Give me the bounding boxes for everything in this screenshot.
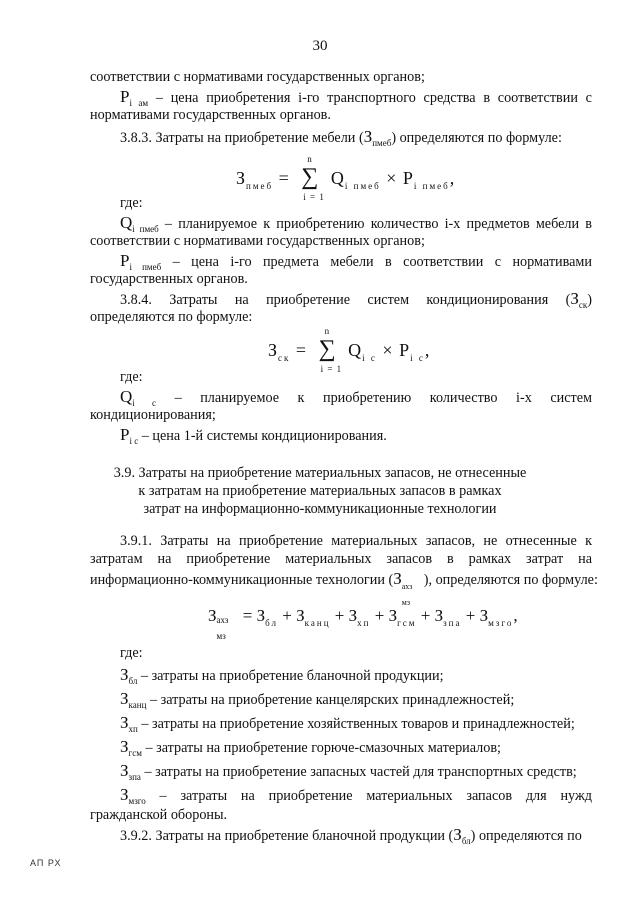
definition-p-ipmeb xyxy=(120,252,592,272)
sum-upper: n xyxy=(307,154,313,164)
text-fragment: ) определяются по xyxy=(470,828,582,844)
subscript: гсм xyxy=(128,748,142,758)
text-line: соответствии с нормативами государственных органов; xyxy=(90,69,425,85)
symbol-p: P xyxy=(120,87,130,106)
text-line: определяются по формуле: xyxy=(90,309,253,325)
symbol-z: З xyxy=(120,689,129,708)
text-line: соответствии с нормативами государственных органов; xyxy=(90,233,425,249)
sum-upper: n xyxy=(324,326,331,336)
text-fragment: 3.9.2. Затраты на приобретение бланочной продукции ( xyxy=(120,828,454,844)
formula-lhs-sub: пмеб xyxy=(246,181,274,191)
formula-plus: + xyxy=(282,606,292,625)
definition-text: – затраты на приобретение хозяйственных товаров и принадлежностей; xyxy=(137,716,575,732)
subscript: хп xyxy=(128,724,138,734)
formula-term-sub: мзго xyxy=(488,618,514,628)
superscript: ахз xyxy=(401,582,413,591)
formula-end: , xyxy=(513,606,518,625)
formula-lhs: З xyxy=(208,606,217,625)
subscript: i пмеб xyxy=(132,224,159,234)
symbol-z: З xyxy=(363,127,373,146)
definition-z-gsm xyxy=(120,738,501,758)
symbol-z: З xyxy=(453,825,462,844)
formula-furniture xyxy=(236,154,456,202)
formula-eq: = xyxy=(278,168,290,188)
sum-symbol: ∑ n i = 1 xyxy=(301,154,325,202)
text-fragment: информационно-коммуникационные технологии ( xyxy=(90,572,394,588)
definition-text: – затраты на приобретение запасных частей для транспортных средств; xyxy=(140,764,577,780)
section-heading-line: 3.9. Затраты на приобретение материальных запасов, не отнесенные xyxy=(113,465,527,481)
formula-air-conditioning xyxy=(268,326,431,374)
text-line: затратам на приобретение материальных запасов в рамках затрат на xyxy=(90,551,592,567)
formula-q-sub: i пмеб xyxy=(344,181,381,191)
definition-p-ic xyxy=(120,426,387,446)
formula-q-sub: i с xyxy=(362,353,377,363)
definition-q-ipmeb xyxy=(120,214,592,234)
subscript: ск xyxy=(578,300,588,310)
sum-symbol: ∑ n i = 1 xyxy=(318,326,343,374)
sum-lower: i = 1 xyxy=(303,192,325,202)
formula-material-stock xyxy=(208,606,518,641)
section-heading-line: затрат на информационно-коммуникационные технологии xyxy=(143,501,497,517)
subscript: мз xyxy=(216,631,226,641)
subscript: i ам xyxy=(129,98,149,108)
formula-end: , xyxy=(449,168,456,188)
definition-text: – цена приобретения i-го транспортного средства в соответствии с xyxy=(148,90,592,106)
symbol-z: З xyxy=(120,665,129,684)
formula-term-sub: бл xyxy=(265,618,279,628)
symbol-p: P xyxy=(120,251,130,270)
symbol-p: P xyxy=(120,425,130,444)
formula-eq: = xyxy=(295,340,308,360)
subscript: пмеб xyxy=(372,138,392,148)
subscript: бл xyxy=(461,836,471,846)
section-3-9-1-formula-intro xyxy=(90,569,598,607)
formula-plus: + xyxy=(374,606,385,625)
footer-mark: АП РХ xyxy=(30,858,62,868)
text-line: кондиционирования; xyxy=(90,407,216,423)
formula-lhs-sub: ск xyxy=(278,353,291,363)
formula-q: Q xyxy=(330,168,345,188)
definition-text: – цена i-го предмета мебели в соответствии с нормативами xyxy=(161,254,592,270)
formula-eq: = xyxy=(242,606,253,625)
symbol-z: З xyxy=(120,785,129,804)
subscript: бл xyxy=(128,676,138,686)
definition-z-kanc xyxy=(120,690,514,710)
formula-term: З xyxy=(434,606,444,625)
text-fragment: 3.8.4. Затраты на приобретение систем кондиционирования ( xyxy=(120,292,571,308)
definition-z-zpa xyxy=(120,762,577,782)
text-fragment: ) xyxy=(587,292,592,308)
symbol-z: З xyxy=(120,737,129,756)
definition-text: – цена 1-й системы кондиционирования. xyxy=(138,428,387,444)
symbol-z: З xyxy=(570,289,579,308)
formula-plus: + xyxy=(465,606,476,625)
definition-z-mzgo xyxy=(120,786,592,806)
formula-lhs: З xyxy=(236,168,247,188)
definition-text: – затраты на приобретение бланочной продукции; xyxy=(137,668,444,684)
text-line: 3.9.1. Затраты на приобретение материальных запасов, не отнесенные к xyxy=(120,533,592,549)
definition-text: – затраты на приобретение горюче-смазочных материалов; xyxy=(141,740,501,756)
where-label: где: xyxy=(120,369,143,385)
formula-q: Q xyxy=(348,340,363,360)
symbol-q: Q xyxy=(120,213,133,232)
formula-term: З xyxy=(348,606,358,625)
formula-term-sub: хп xyxy=(357,618,371,628)
formula-end: , xyxy=(424,340,431,360)
symbol-z: З xyxy=(120,713,129,732)
formula-plus: + xyxy=(420,606,431,625)
symbol-z: З xyxy=(120,761,129,780)
where-label: где: xyxy=(120,645,143,661)
text-line: государственных органов. xyxy=(90,271,248,287)
subscript: зпа xyxy=(128,772,141,782)
formula-p-sub: i пмеб xyxy=(413,181,450,191)
definition-text: – затраты на приобретение материальных запасов для нужд xyxy=(145,788,592,804)
text-line: гражданской обороны. xyxy=(90,807,228,823)
section-heading-line: к затратам на приобретение материальных запасов в рамках xyxy=(138,483,502,499)
subscript: i с xyxy=(129,436,139,446)
formula-times: × xyxy=(382,340,394,360)
text-line: нормативами государственных органов. xyxy=(90,107,331,123)
definition-text: – планируемое к приобретению количество i-х систем xyxy=(156,390,592,406)
page-number: 30 xyxy=(312,38,328,54)
formula-term: З xyxy=(388,606,398,625)
where-label: где: xyxy=(120,195,143,211)
subscript: i пмеб xyxy=(129,262,162,272)
definition-text: – затраты на приобретение канцелярских принадлежностей; xyxy=(146,692,515,708)
text-fragment: ) определяются по формуле: xyxy=(391,130,562,146)
subscript: i с xyxy=(132,398,157,408)
formula-term-sub: канц xyxy=(304,618,331,628)
definition-q-ic xyxy=(120,388,592,408)
formula-term: З xyxy=(479,606,489,625)
definition-text: – планируемое к приобретению количество i-х предметов мебели в xyxy=(158,216,592,232)
symbol-q: Q xyxy=(120,387,133,406)
definition-z-bl xyxy=(120,666,444,686)
formula-term-sub: зпа xyxy=(443,618,462,628)
formula-p: P xyxy=(402,168,414,188)
formula-plus: + xyxy=(334,606,345,625)
subscript: мз xyxy=(401,598,410,607)
section-3-9-2-intro xyxy=(120,826,582,846)
formula-term: З xyxy=(296,606,305,625)
superscript: ахз xyxy=(216,615,229,625)
section-3-8-3-intro xyxy=(120,128,562,148)
subscript: канц xyxy=(128,700,147,710)
formula-term-sub: гсм xyxy=(397,618,417,628)
formula-times: × xyxy=(386,168,398,188)
symbol-z: З xyxy=(393,569,402,588)
sum-lower: i = 1 xyxy=(320,364,343,374)
formula-p: P xyxy=(399,340,411,360)
section-3-8-4-intro xyxy=(120,290,592,310)
text-fragment: ), определяются по формуле: xyxy=(423,572,598,588)
formula-lhs: З xyxy=(268,340,279,360)
definition-p-iam xyxy=(120,88,592,108)
formula-term: З xyxy=(256,606,266,625)
definition-z-hp xyxy=(120,714,575,734)
text-fragment: 3.8.3. Затраты на приобретение мебели ( xyxy=(120,130,364,146)
formula-p-sub: i с xyxy=(410,353,425,363)
subscript: мзго xyxy=(128,796,146,806)
